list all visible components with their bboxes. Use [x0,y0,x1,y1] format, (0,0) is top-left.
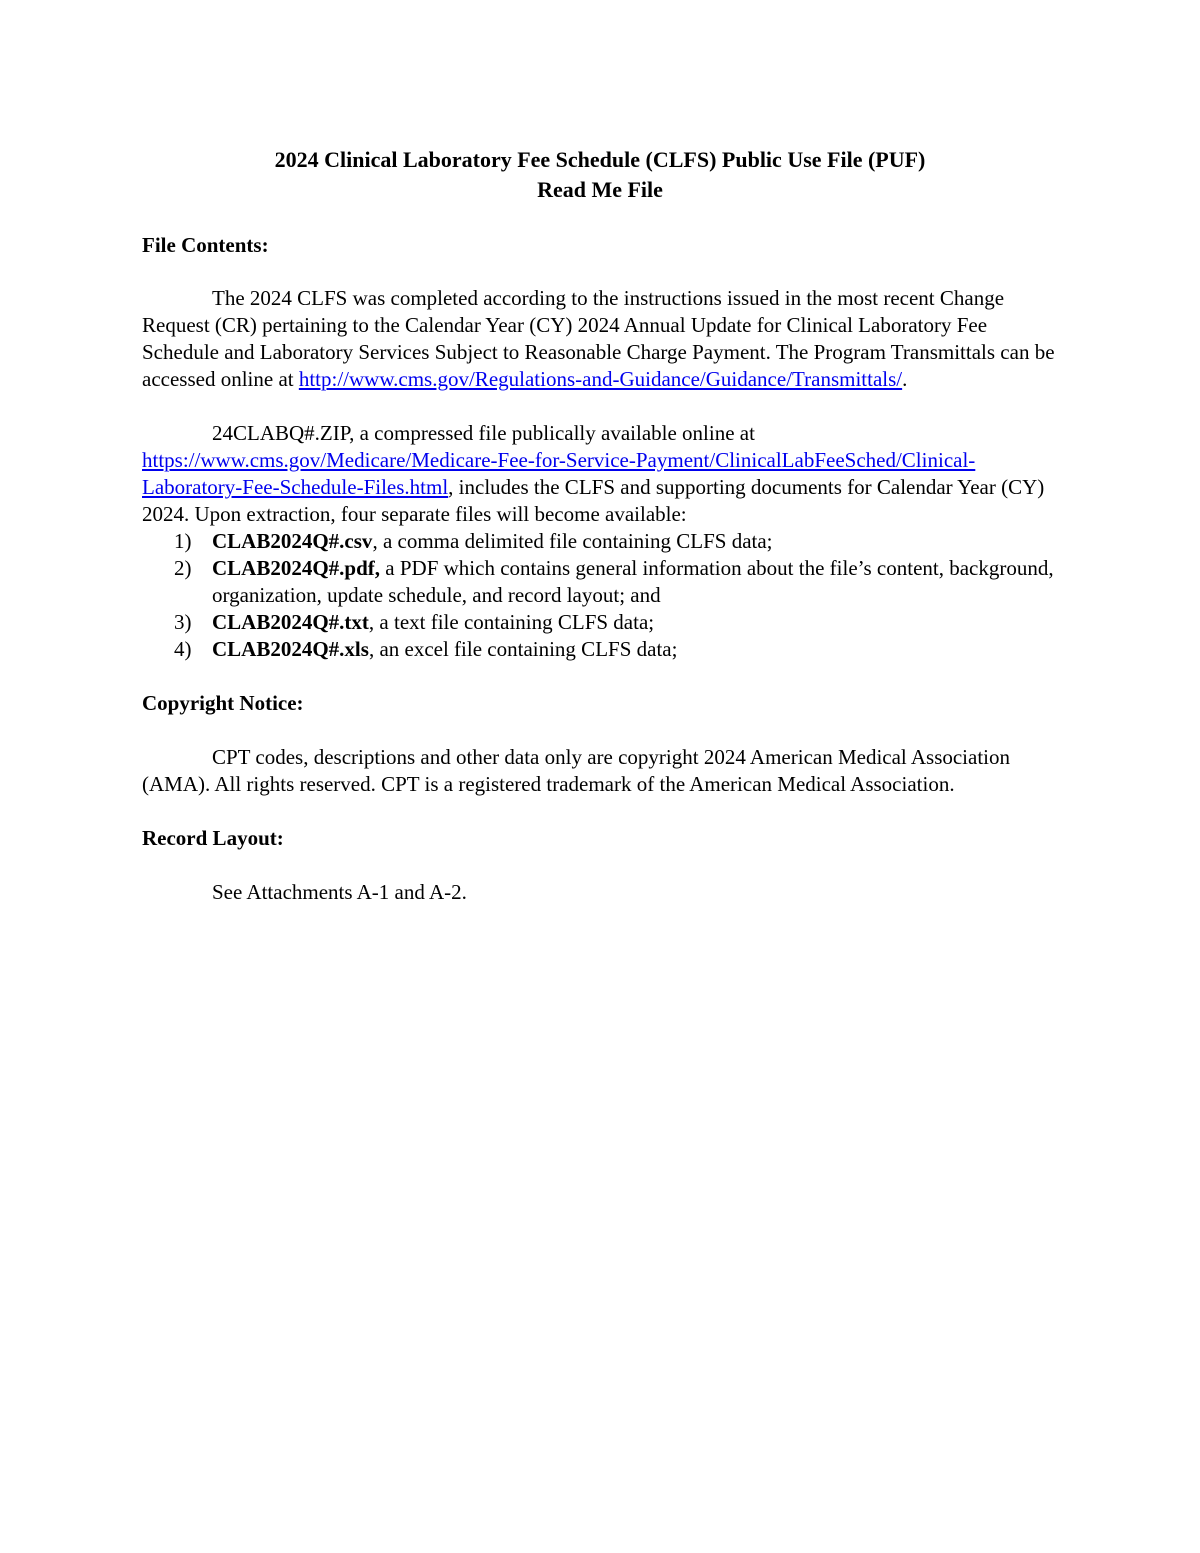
extracted-files-list [142,528,1058,663]
paragraph-2-text: 24CLABQ#.ZIP, a compressed file publically available online at [212,421,755,445]
list-item-number: 3) [174,610,192,634]
file-description: , a comma delimited file containing CLFS data; [372,529,773,553]
copyright-heading: Copyright Notice: [142,691,304,715]
list-item-number: 2) [174,556,192,580]
file-description: a PDF which contains general information about the file’s content, background, organization, update schedule, and record layout; and [212,556,1054,607]
list-item [142,636,1058,663]
document-content [142,145,1058,906]
list-item-number: 1) [174,529,192,553]
file-name: CLAB2024Q#.csv [212,529,373,553]
paragraph-2-after: , includes the CLFS and supporting documents for Calendar Year (CY) 2024. Upon extraction, four separate files will become available: [142,475,1045,526]
file-contents-heading: File Contents: [142,233,269,257]
document-title [142,145,1058,205]
paragraph-1-text: The 2024 CLFS was completed according to the instructions issued in the most recent Change Request (CR) pertaining to the Calendar Year (CY) 2024 Annual Update for Clinical Laboratory Fee Schedule and Laboratory Services Subject to Reasonable Charge Payment. The Program Transmittals can be accessed online at [142,286,1055,391]
clfs-files-link[interactable]: https://www.cms.gov/Medicare/Medicare-Fee-for-Service-Payment/ClinicalLabFeeSched/Clinical-Laboratory-Fee-Schedule-Files.html [142,448,976,499]
file-name: CLAB2024Q#.pdf, [212,556,381,580]
copyright-paragraph: CPT codes, descriptions and other data only are copyright 2024 American Medical Association (AMA). All rights reserved. CPT is a registered trademark of the American Medical Association. [142,745,1011,796]
file-description: , an excel file containing CLFS data; [368,637,678,661]
file-contents-paragraph-1 [142,285,1058,393]
list-item [142,528,1058,555]
file-name: CLAB2024Q#.txt [212,610,369,634]
record-layout-paragraph: See Attachments A-1 and A-2. [212,880,467,904]
title-line-1: 2024 Clinical Laboratory Fee Schedule (CLFS) Public Use File (PUF) [274,147,926,172]
paragraph-1-after: . [902,367,908,391]
file-contents-paragraph-2 [142,420,1058,528]
file-description: , a text file containing CLFS data; [368,610,655,634]
list-item-number: 4) [174,637,192,661]
transmittals-link[interactable]: http://www.cms.gov/Regulations-and-Guidance/Guidance/Transmittals/ [298,367,903,391]
title-line-2: Read Me File [537,177,663,202]
file-name: CLAB2024Q#.xls [212,637,369,661]
list-item [142,555,1058,609]
record-layout-heading: Record Layout: [142,826,284,850]
list-item [142,609,1058,636]
